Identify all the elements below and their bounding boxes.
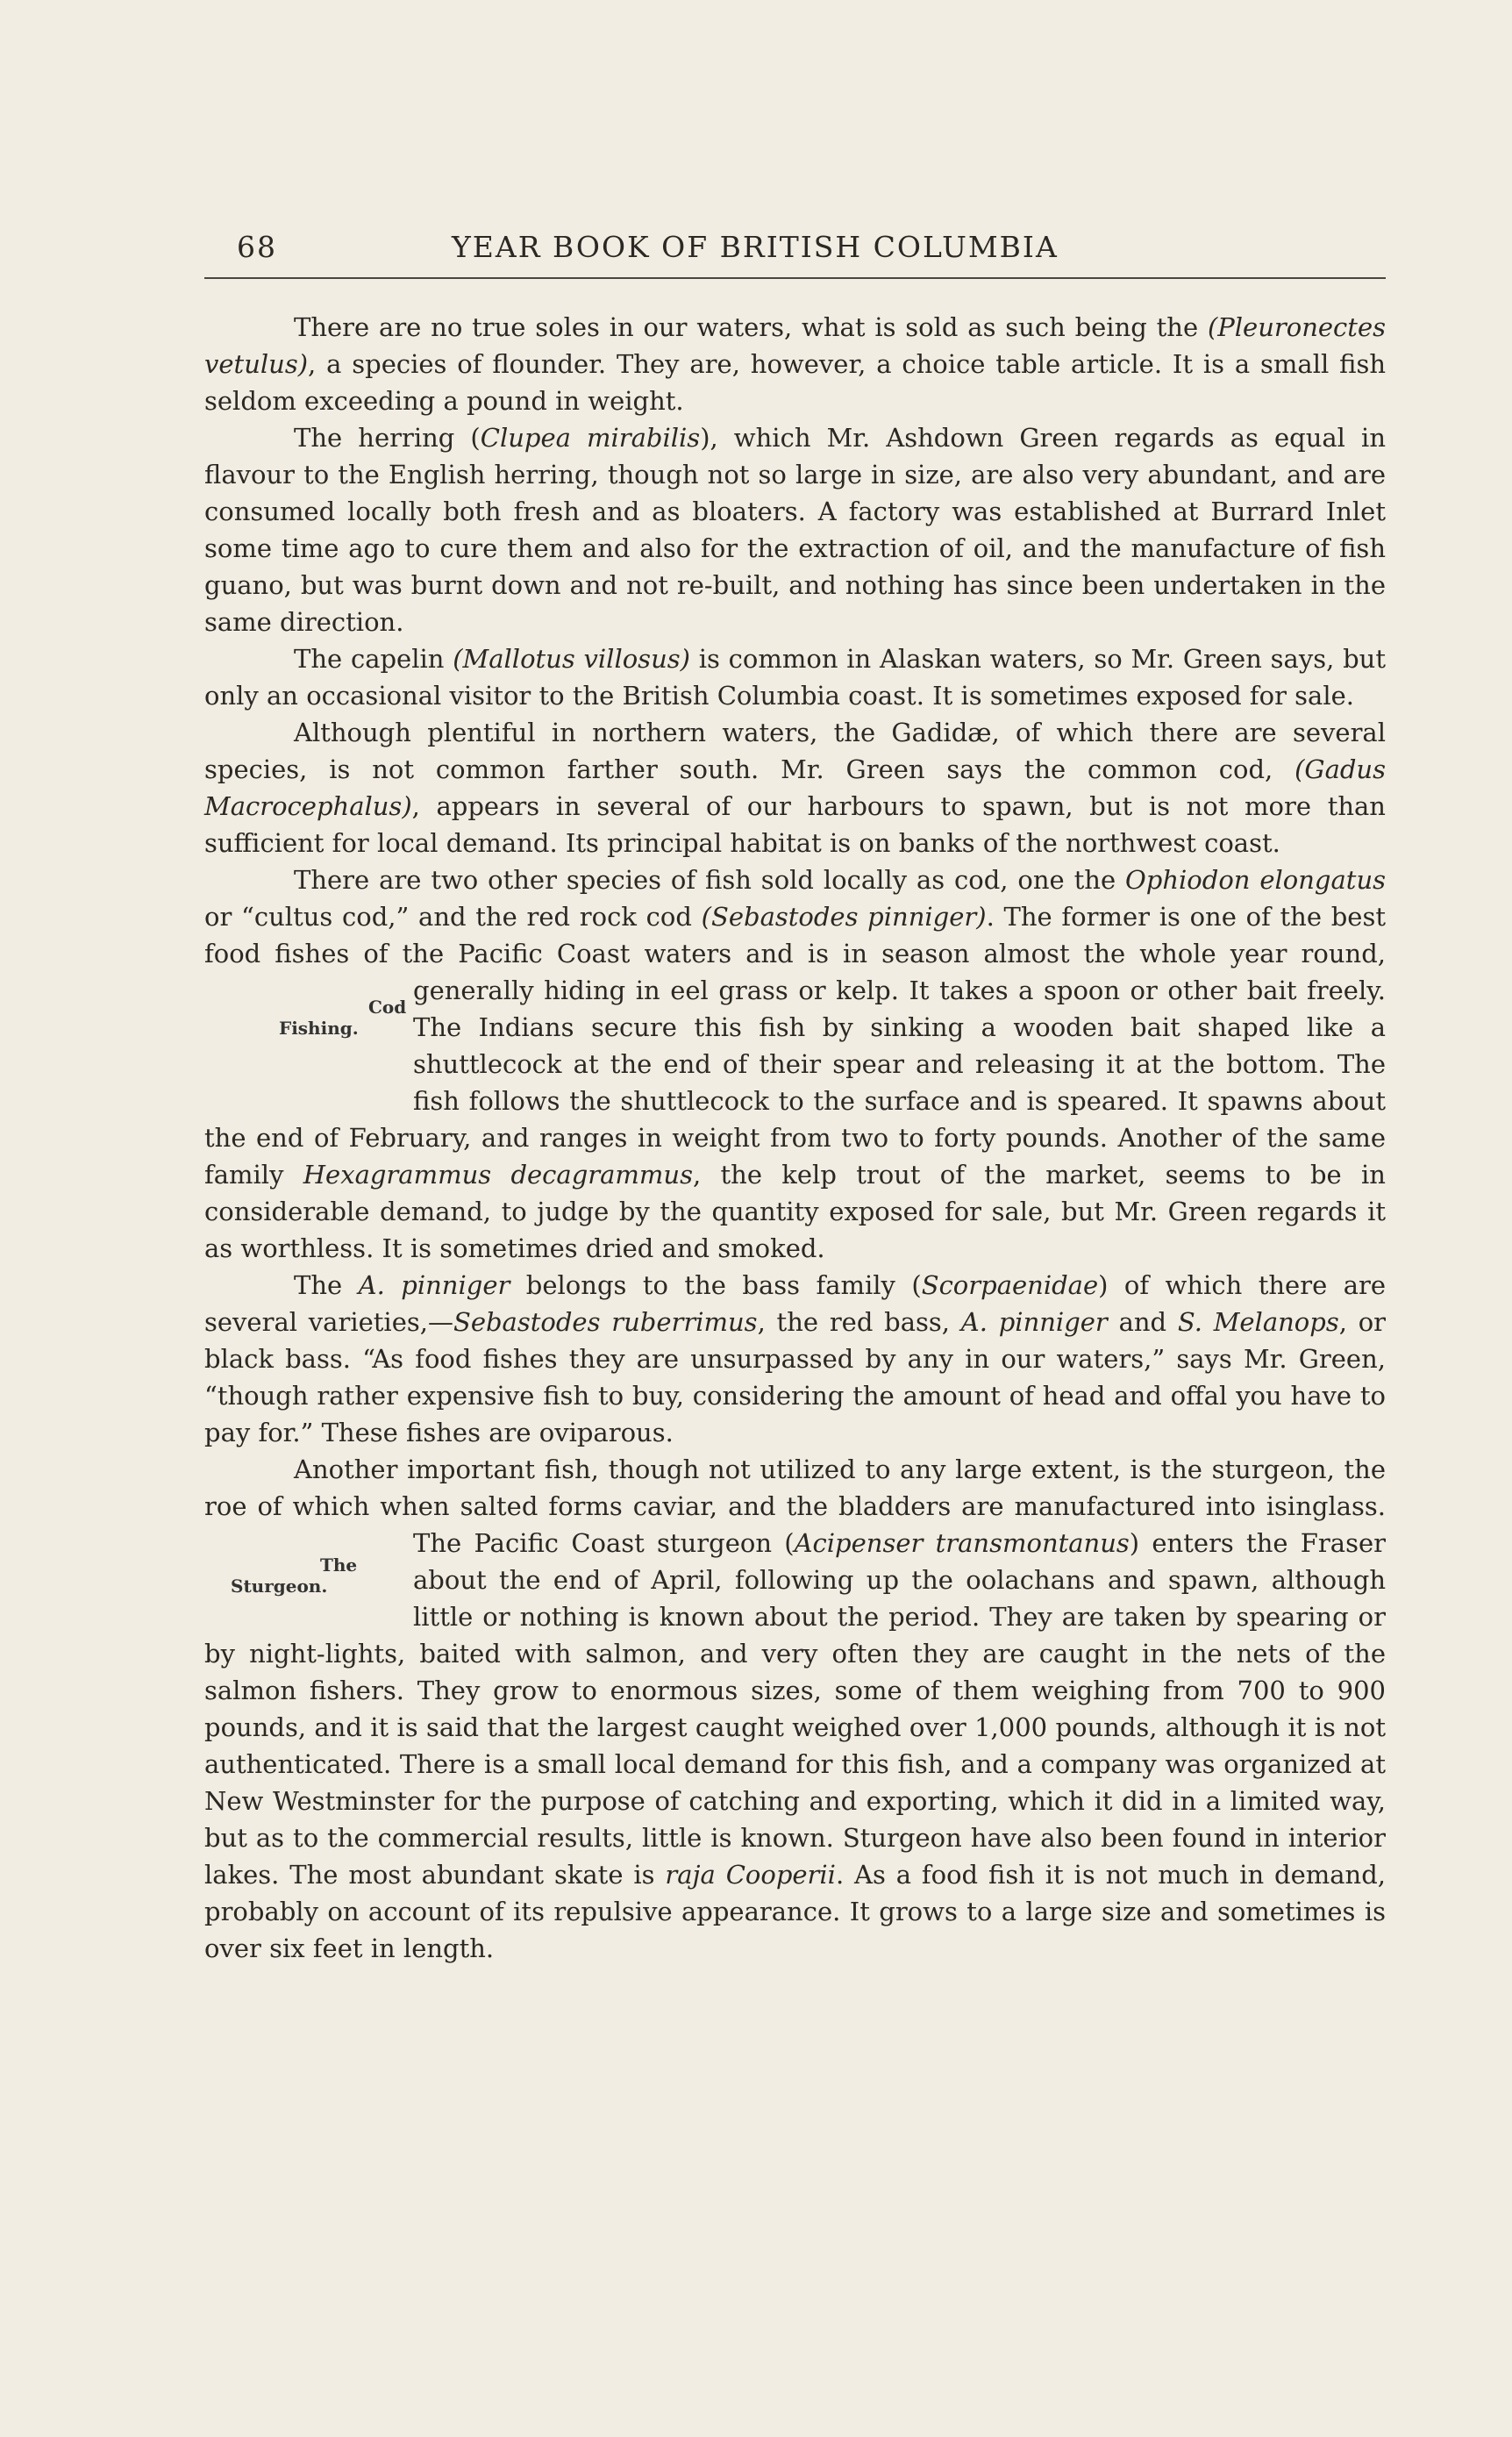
paragraph-sturgeon: Another important fish, though not utilized to any large extent, is the sturgeon, the roe of which when salted forms caviar, and the bladders are manufactured into isinglass. The Pacific Coast sturgeon (Acipenser transmontanus) enters The Sturgeon. the Fraser about the end of April, following up the oolachans and spawn, although little or nothing is known about the period. They are taken by spearing or by night-lights, baited with salmon, and very often they are caught in the nets of the salmon fishers. They grow to enormous sizes, some of them weighing from 700 to 900 pounds, and it is said that the largest caught weighed over 1,000 pounds, although it is not authenticated. There is a small local demand for this fish, and a company was organized at New Westminster for the purpose of catching and exporting, which it did in a limited way, but as to the commercial results, little is known. Sturgeon have also been found in interior lakes. The most abundant skate is raja Cooperii. As a food fish it is not much in demand, probably on account of its repulsive appearance. It grows to a large size and sometimes is over six feet in length. [204, 1454, 1386, 1963]
margin-note-sturgeon-box [204, 1528, 413, 1635]
paragraph-soles: There are no true soles in our waters, what is sold as such being the (Pleuronectes vetulus), a species of flounder. They are, however, a choice table article. It is a small fish seldom exceeding a pound in weight. [204, 312, 1386, 416]
paragraph-cod: Although plentiful in northern waters, the Gadidæ, of which there are several species, is not common farther south. Mr. Green says the common cod, (Gadus Macrocephalus), appears in several of our harbours to spawn, but is not more than sufficient for local demand. Its principal habitat is on banks of the northwest coast. [204, 718, 1386, 858]
running-title: YEAR BOOK OF BRITISH COLUMBIA [452, 230, 1059, 264]
margin-note-fishing: Fishing. [279, 1018, 359, 1039]
paragraph-rock-cod: There are two other species of fish sold locally as cod, one the Ophiodon elongatus or “cultus cod,” and the red rock cod (Sebastodes pinniger). The former is one of the best food fishes of the Pacific Coast waters and is in season almost the whole year round, generally hiding in eel grass or kelp. It takes a spoon or Cod Fishing. other bait freely. The Indians secure this fish by sinking a wooden bait shaped like a shuttlecock at the end of their spear and releasing it at the bottom. The fish follows the shuttlecock to the surface and is speared. It spawns about the end of February, and ranges in weight from two to forty pounds. Another of the same family Hexagrammus decagrammus, the kelp trout of the market, seems to be in considerable demand, to judge by the quantity exposed for sale, but Mr. Green regards it as worthless. It is sometimes dried and smoked. [204, 865, 1387, 1263]
paragraph-capelin: The capelin (Mallotus villosus) is common in Alaskan waters, so Mr. Green says, but only an occasional visitor to the British Columbia coast. It is sometimes exposed for sale. [204, 644, 1386, 711]
body-text [204, 309, 1386, 1967]
margin-note-cod: Cod [368, 997, 407, 1018]
margin-note-sturgeon: The Sturgeon. [231, 1554, 358, 1597]
header-rule [204, 277, 1386, 279]
paragraph-herring: The herring (Clupea mirabilis), which Mr. Ashdown Green regards as equal in flavour to the English herring, though not so large in size, are also very abundant, and are consumed locally both fresh and as bloaters. A factory was established at Burrard Inlet some time ago to cure them and also for the extraction of oil, and the manufacture of fish guano, but was burnt down and not re-built, and nothing has since been undertaken in the same direction. [204, 423, 1386, 637]
paragraph-bass: The A. pinniger belongs to the bass family (Scorpaenidae) of which there are several varieties,—Sebastodes ruberrimus, the red bass, A. pinniger and S. Melanops, or black bass. “As food fishes they are unsurpassed by any in our waters,” says Mr. Green, “though rather expensive fish to buy, considering the amount of head and offal you have to pay for.” These fishes are oviparous. [204, 1270, 1387, 1447]
margin-note-cod-fishing [204, 976, 413, 1100]
page-number: 68 [237, 230, 277, 264]
running-header [204, 230, 1386, 267]
